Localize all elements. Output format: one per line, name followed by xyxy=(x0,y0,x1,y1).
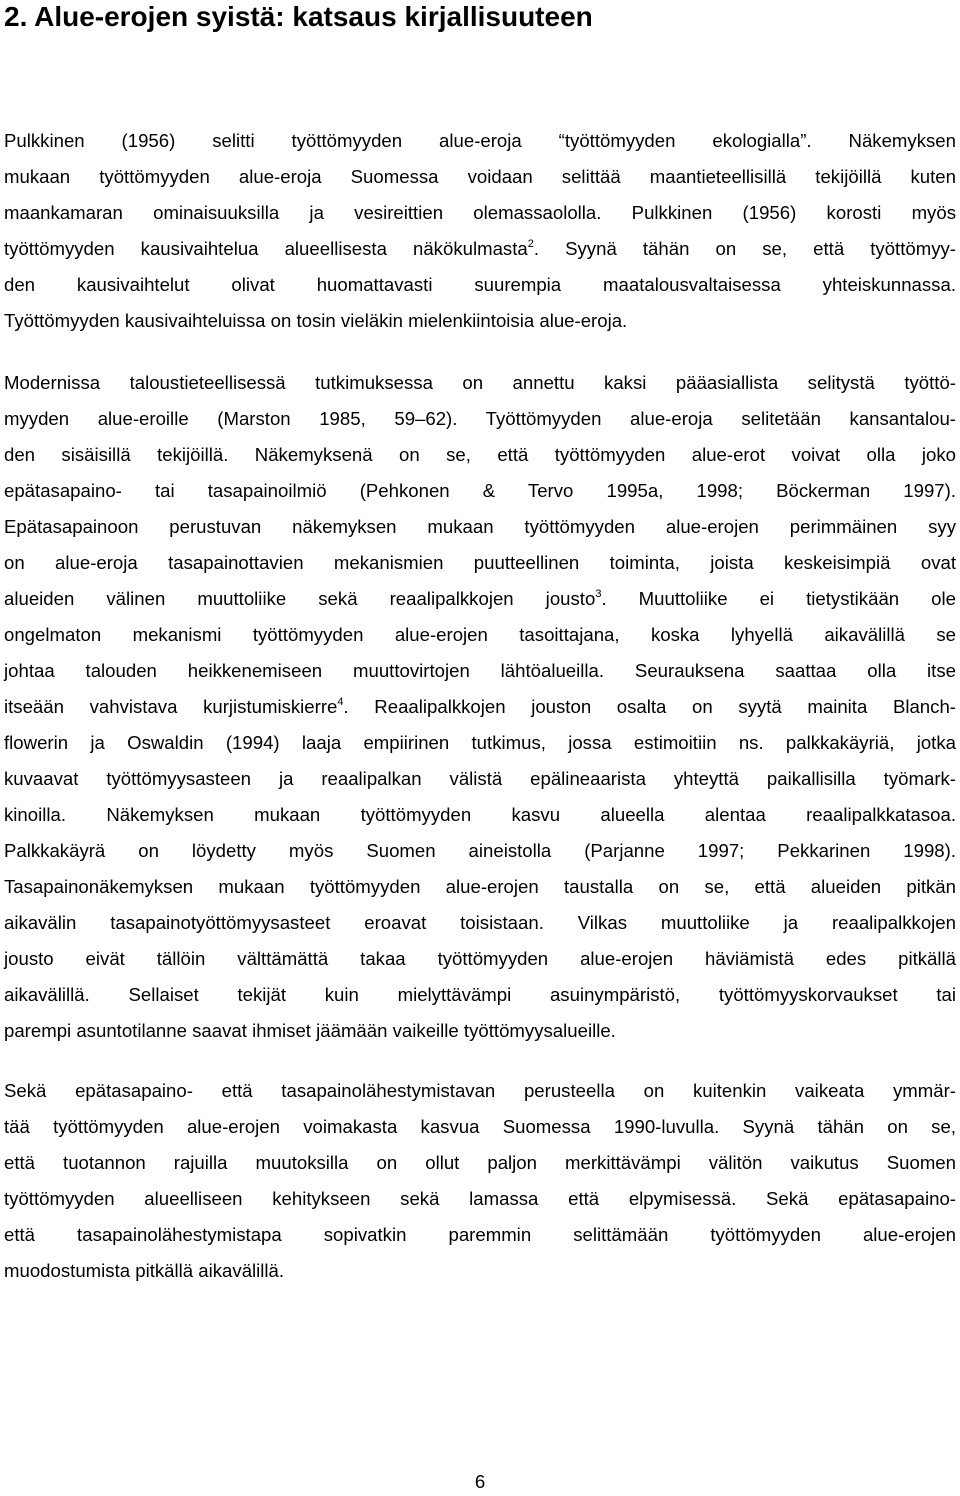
footnote-marker[interactable]: 2 xyxy=(527,238,534,250)
text-line: epätasapaino- tai tasapainoilmiö (Pehkonen & Tervo 1995a, 1998; Böckerman 1997). xyxy=(4,480,956,501)
text-line: mukaan työttömyyden alue-eroja Suomessa voidaan selittää maantieteellisillä tekijöillä kuten xyxy=(4,166,956,187)
text-line: maankamaran ominaisuuksilla ja vesireittien olemassaololla. Pulkkinen (1956) korosti myös xyxy=(4,202,956,223)
text-line: den kausivaihtelut olivat huomattavasti suurempia maatalousvaltaisessa yhteiskunnassa. xyxy=(4,274,956,295)
text-line xyxy=(4,231,956,267)
text-line: että tuotannon rajuilla muutoksilla on ollut paljon merkittävämpi välitön vaikutus Suomen xyxy=(4,1152,956,1173)
text-line: Työttömyyden kausivaihteluissa on tosin vieläkin mielenkiintoisia alue-eroja. xyxy=(4,310,628,331)
text-line: flowerin ja Oswaldin (1994) laaja empiirinen tutkimus, jossa estimoitiin ns. palkkakäyriä, jotka xyxy=(4,732,956,753)
text-line xyxy=(4,581,956,617)
text-line: ongelmaton mekanismi työttömyyden alue-erojen tasoittajana, koska lyhyellä aikavälillä se xyxy=(4,624,956,645)
text-line-body: itseään vahvistava kurjistumiskierre xyxy=(4,696,338,717)
text-line-body: alueiden välinen muuttoliike sekä reaalipalkkojen jousto xyxy=(4,588,596,609)
text-line: kinoilla. Näkemyksen mukaan työttömyyden kasvu alueella alentaa reaalipalkkatasoa. xyxy=(4,804,956,825)
footnote-marker[interactable]: 3 xyxy=(595,588,602,600)
section-heading: 2. Alue-erojen syistä: katsaus kirjallisuuteen xyxy=(4,1,593,32)
text-line: myyden alue-eroille (Marston 1985, 59–62). Työttömyyden alue-eroja selitetään kansantalou- xyxy=(4,408,956,429)
text-line: Sekä epätasapaino- että tasapainolähestymistavan perusteella on kuitenkin vaikeata ymmär- xyxy=(4,1080,956,1101)
text-line: tää työttömyyden alue-erojen voimakasta kasvua Suomessa 1990-luvulla. Syynä tähän on se, xyxy=(4,1116,956,1137)
text-line: parempi asuntotilanne saavat ihmiset jäämään vaikeille työttömyysalueille. xyxy=(4,1020,616,1041)
text-line: Modernissa taloustieteellisessä tutkimuksessa on annettu kaksi pääasiallista selitystä työttö- xyxy=(4,372,956,393)
text-line: Epätasapainoon perustuvan näkemyksen mukaan työttömyyden alue-erojen perimmäinen syy xyxy=(4,516,956,537)
text-line-rest: . Muuttoliike ei tietystikään ole xyxy=(601,588,956,609)
text-line xyxy=(4,689,956,725)
paragraph-3 xyxy=(4,1073,956,1289)
text-line: että tasapainolähestymistapa sopivatkin paremmin selittämään työttömyyden alue-erojen xyxy=(4,1224,956,1245)
text-line-rest: . Reaalipalkkojen jouston osalta on syytä mainita Blanch- xyxy=(343,696,956,717)
text-line: aikavälillä. Sellaiset tekijät kuin mielyttävämpi asuinympäristö, työttömyyskorvaukset tai xyxy=(4,984,956,1005)
text-line-body: työttömyyden kausivaihtelua alueellisesta näkökulmasta xyxy=(4,238,528,259)
text-line: työttömyyden alueelliseen kehitykseen sekä lamassa että elpymisessä. Sekä epätasapaino- xyxy=(4,1188,956,1209)
text-line: on alue-eroja tasapainottavien mekanismien puutteellinen toiminta, joista keskeisimpiä ovat xyxy=(4,552,956,573)
text-line: kuvaavat työttömyysasteen ja reaalipalkan välistä epälineaarista yhteyttä paikallisilla työmark- xyxy=(4,768,956,789)
text-line: jousto eivät tällöin välttämättä takaa työttömyyden alue-erojen häviämistä edes pitkällä xyxy=(4,948,956,969)
text-line: Tasapainonäkemyksen mukaan työttömyyden alue-erojen taustalla on se, että alueiden pitkän xyxy=(4,876,956,897)
page-number: 6 xyxy=(474,1471,486,1492)
text-line: Palkkakäyrä on löydetty myös Suomen aineistolla (Parjanne 1997; Pekkarinen 1998). xyxy=(4,840,956,861)
paragraph-2 xyxy=(4,365,956,1049)
text-line-rest: . Syynä tähän on se, että työttömyy- xyxy=(533,238,956,259)
text-line: muodostumista pitkällä aikavälillä. xyxy=(4,1260,285,1281)
text-line: aikavälin tasapainotyöttömyysasteet eroavat toisistaan. Vilkas muuttoliike ja reaalipalkkojen xyxy=(4,912,956,933)
paragraph-1 xyxy=(4,123,956,339)
text-line: Pulkkinen (1956) selitti työttömyyden alue-eroja “työttömyyden ekologialla”. Näkemyksen xyxy=(4,130,956,151)
footnote-marker[interactable]: 4 xyxy=(337,696,344,708)
text-line: den sisäisillä tekijöillä. Näkemyksenä on se, että työttömyyden alue-erot voivat olla joko xyxy=(4,444,956,465)
text-line: johtaa talouden heikkenemiseen muuttovirtojen lähtöalueilla. Seurauksena saattaa olla itse xyxy=(4,660,956,681)
